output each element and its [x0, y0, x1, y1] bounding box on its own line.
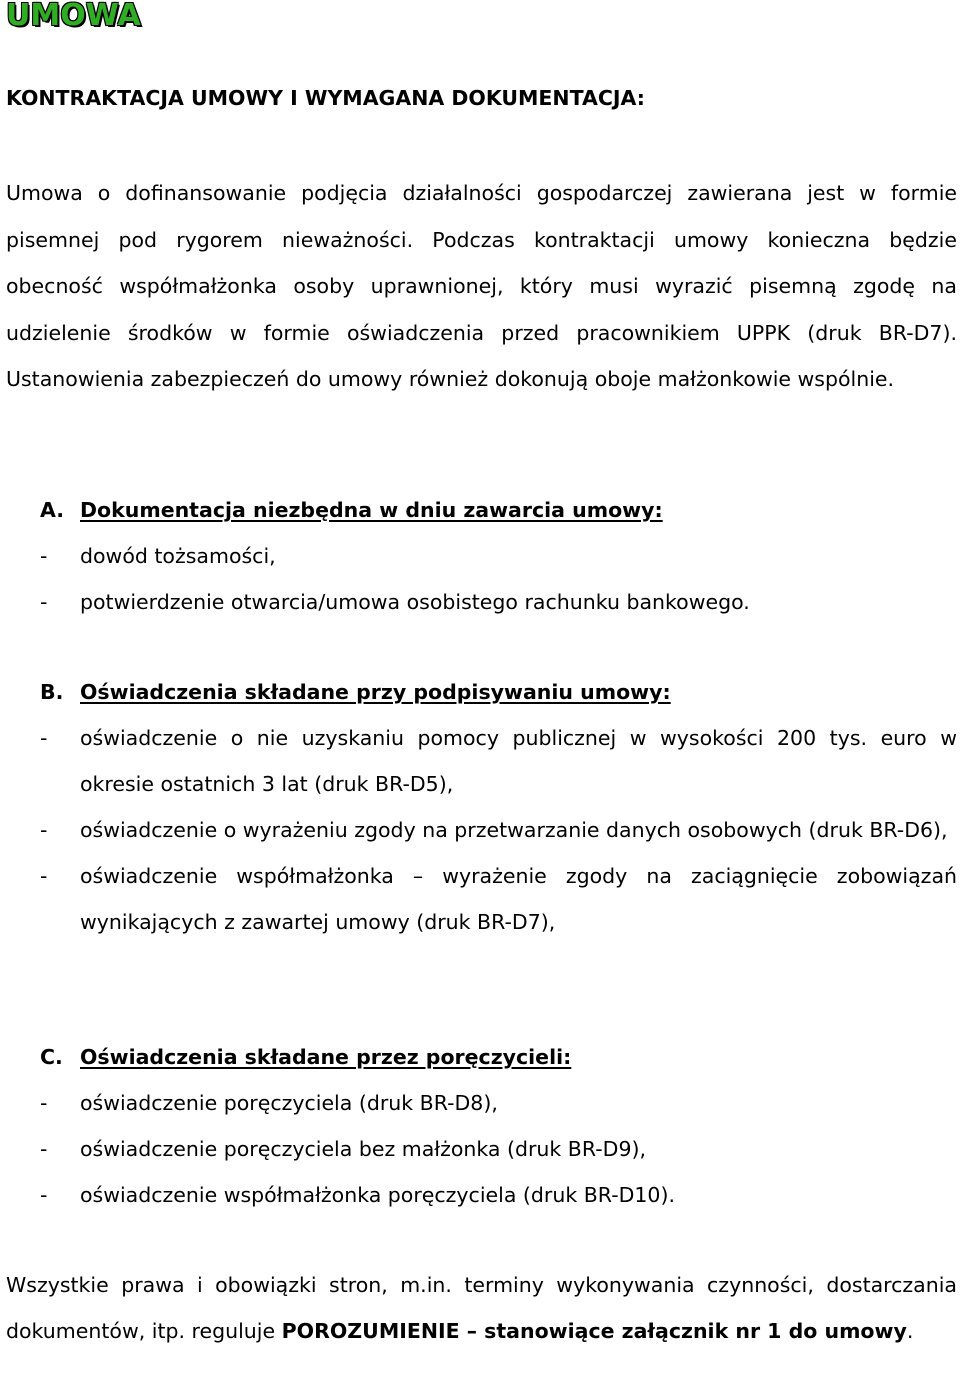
list-item	[6, 1172, 957, 1218]
page-heading: KONTRAKTACJA UMOWY I WYMAGANA DOKUMENTACJA:	[6, 86, 645, 110]
section-a-title	[6, 487, 957, 533]
dash-bullet: -	[40, 1137, 48, 1161]
section-a	[6, 487, 957, 625]
list-item-text: oświadczenie współmałżonka – wyrażenie zgody na zaciągnięcie zobowiązań wynikających z zawartej umowy (druk BR-D7),	[80, 864, 957, 934]
dash-bullet: -	[40, 726, 48, 750]
closing-bold-text: POROZUMIENIE – stanowiące załącznik nr 1 do umowy	[281, 1319, 907, 1343]
list-item-text: oświadczenie o nie uzyskaniu pomocy publicznej w wysokości 200 tys. euro w okresie ostatnich 3 lat (druk BR-D5),	[80, 726, 957, 796]
dash-bullet: -	[40, 1091, 48, 1115]
closing-text: Wszystkie prawa i obowiązki stron, m.in. terminy wykonywania czynności, dostarczania dokumentów, itp. reguluje	[6, 1273, 957, 1343]
list-item-text: potwierdzenie otwarcia/umowa osobistego rachunku bankowego.	[80, 590, 750, 614]
list-item-text: oświadczenie poręczyciela (druk BR-D8),	[80, 1091, 498, 1115]
section-a-heading: Dokumentacja niezbędna w dniu zawarcia umowy:	[80, 498, 663, 522]
section-c	[6, 1034, 957, 1218]
dash-bullet: -	[40, 590, 48, 614]
list-item-text: oświadczenie o wyrażeniu zgody na przetwarzanie danych osobowych (druk BR-D6),	[80, 818, 948, 842]
section-a-letter: A.	[40, 498, 65, 522]
list-item	[6, 715, 957, 807]
intro-paragraph: Umowa o dofinansowanie podjęcia działalności gospodarczej zawierana jest w formie pisemnej pod rygorem nieważności. Podczas kontraktacji umowy konieczna będzie obecność współmałżonka osoby uprawnionej, który musi wyrazić pisemną zgodę na udzielenie środków w formie oświadczenia przed pracownikiem UPPK (druk BR-D7). Ustanowienia zabezpieczeń do umowy również dokonują oboje małżonkowie wspólnie.	[6, 181, 957, 391]
closing-end: .	[906, 1319, 914, 1343]
list-item-text: oświadczenie współmałżonka poręczyciela (druk BR-D10).	[80, 1183, 675, 1207]
list-item-text: dowód tożsamości,	[80, 544, 276, 568]
dash-bullet: -	[40, 544, 48, 568]
list-item	[6, 1080, 957, 1126]
list-item	[6, 853, 957, 945]
list-item-text: oświadczenie poręczyciela bez małżonka (druk BR-D9),	[80, 1137, 647, 1161]
list-item	[6, 1126, 957, 1172]
section-b	[6, 669, 957, 945]
dash-bullet: -	[40, 864, 48, 888]
section-b-title	[6, 669, 957, 715]
dash-bullet: -	[40, 1183, 48, 1207]
dash-bullet: -	[40, 818, 48, 842]
closing-paragraph	[6, 1262, 957, 1354]
list-item	[6, 807, 957, 853]
list-item	[6, 579, 957, 625]
section-c-letter: C.	[40, 1045, 63, 1069]
umowa-logo: UMOWA	[6, 0, 141, 33]
list-item	[6, 533, 957, 579]
section-c-title	[6, 1034, 957, 1080]
section-b-letter: B.	[40, 680, 64, 704]
section-b-heading: Oświadczenia składane przy podpisywaniu umowy:	[80, 680, 671, 704]
section-c-heading: Oświadczenia składane przez poręczycieli:	[80, 1045, 572, 1069]
